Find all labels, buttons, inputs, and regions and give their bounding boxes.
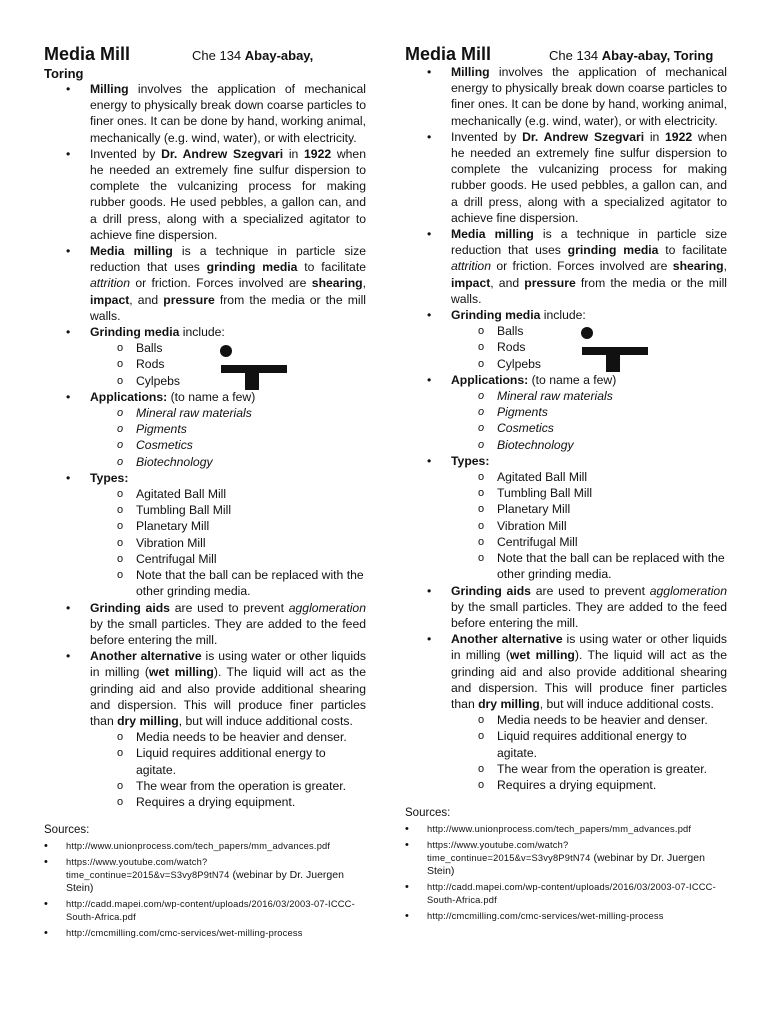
- rod-shape-icon: [221, 365, 287, 373]
- authors: Abay-abay,: [244, 48, 314, 63]
- sub-item: o Cosmetics: [90, 437, 366, 453]
- content-list: [44, 81, 366, 810]
- sub-item: o Media needs to be heavier and denser.: [451, 712, 727, 728]
- sub-item: o Cylpebs: [451, 356, 727, 372]
- source-link[interactable]: • http://cmcmilling.com/cmc-services/wet-milling-process: [405, 910, 727, 923]
- sub-item: o The wear from the operation is greater.: [451, 761, 727, 777]
- list-item: • Types: o Agitated Ball Mill o Tumbling Ball Mill o Planetary Mill o Vibration Mill o Centrifugal Mill o Note that the ball can be replaced with the other grinding media.: [44, 470, 366, 600]
- doc-title: Media Mill: [405, 44, 492, 64]
- course-code: Che 134: [192, 48, 242, 63]
- sub-item: o Media needs to be heavier and denser.: [90, 729, 366, 745]
- sub-item: o Note that the ball can be replaced with the other grinding media.: [90, 567, 366, 599]
- source-link[interactable]: • https://www.youtube.com/watch?time_continue=2015&v=S3vy8P9tN74 (webinar by Dr. Juergen Stein): [44, 856, 366, 895]
- doc-title: Media Mill: [44, 44, 131, 64]
- sub-item: o Pigments: [451, 404, 727, 420]
- list-item: • Invented by Dr. Andrew Szegvari in 1922 when he needed an extremely fine sulfur dispersion to complete the vulcanizing process for making rubber goods. He used pebbles, a gallon can, and a drill press, along with a specialized agitator to achieve fine dispersion.: [44, 146, 366, 243]
- sub-item: o Centrifugal Mill: [90, 551, 366, 567]
- sub-item: o Biotechnology: [90, 454, 366, 470]
- sub-item: o Liquid requires additional energy to agitate.: [90, 745, 366, 777]
- sub-item: o Planetary Mill: [451, 501, 727, 517]
- list-item: • Grinding aids are used to prevent agglomeration by the small particles. They are added to the feed before entering the mill.: [44, 600, 366, 649]
- sub-item: o Cosmetics: [451, 420, 727, 436]
- page-header: [44, 44, 366, 64]
- list-item: • Grinding aids are used to prevent agglomeration by the small particles. They are added to the feed before entering the mill.: [405, 583, 727, 632]
- content-list: [405, 64, 727, 793]
- sub-item: o Mineral raw materials: [90, 405, 366, 421]
- sub-item: o Centrifugal Mill: [451, 534, 727, 550]
- sub-item: o Rods: [90, 356, 366, 372]
- course-line: [192, 48, 313, 63]
- sub-item: o Agitated Ball Mill: [90, 486, 366, 502]
- sub-item: o Tumbling Ball Mill: [451, 485, 727, 501]
- sub-item: o Tumbling Ball Mill: [90, 502, 366, 518]
- list-item: • Grinding media include: o Balls o Rods o Cylpebs: [405, 307, 727, 372]
- list-item: • Types: o Agitated Ball Mill o Tumbling Ball Mill o Planetary Mill o Vibration Mill o Centrifugal Mill o Note that the ball can be replaced with the other grinding media.: [405, 453, 727, 583]
- left-page: [44, 44, 366, 943]
- sub-item: o Rods: [451, 339, 727, 355]
- source-link[interactable]: • https://www.youtube.com/watch?time_continue=2015&v=S3vy8P9tN74 (webinar by Dr. Juergen Stein): [405, 839, 727, 878]
- list-item: • Another alternative is using water or other liquids in milling (wet milling). The liquid will act as the grinding aid and also provide additional shearing and dispersion. This will produce finer particles than dry milling, but will induce additional costs. o Media needs to be heavier and denser. o Liquid requires additional energy to agitate. o The wear from the operation is greater. o Requires a drying equipment.: [44, 648, 366, 810]
- sources-title: Sources:: [44, 824, 90, 837]
- right-page: [405, 44, 727, 926]
- list-item: • Media milling is a technique in particle size reduction that uses grinding media to facilitate attrition or friction. Forces involved are shearing, impact, and pressure from the media or the mill walls.: [405, 226, 727, 307]
- sub-item: o Requires a drying equipment.: [90, 794, 366, 810]
- cylpeb-shape-icon: [606, 355, 620, 372]
- sub-item: o The wear from the operation is greater.: [90, 778, 366, 794]
- list-item: • Milling involves the application of mechanical energy to physically break down coarse particles to finer ones. It can be done by hand, working animal, mechanically (e.g. wind, water), or with electricity.: [405, 64, 727, 129]
- page-header: [405, 44, 727, 64]
- list-item: • Applications: (to name a few) o Mineral raw materials o Pigments o Cosmetics o Biotechnology: [44, 389, 366, 470]
- list-item: • Media milling is a technique in particle size reduction that uses grinding media to facilitate attrition or friction. Forces involved are shearing, impact, and pressure from the media or the mill walls.: [44, 243, 366, 324]
- authors: Abay-abay, Toring: [601, 48, 714, 63]
- course-line: [549, 48, 713, 63]
- source-link[interactable]: • http://www.unionprocess.com/tech_papers/mm_advances.pdf: [44, 840, 366, 853]
- course-code: Che 134: [549, 48, 599, 63]
- sub-item: o Vibration Mill: [90, 535, 366, 551]
- list-item: • Applications: (to name a few) o Mineral raw materials o Pigments o Cosmetics o Biotechnology: [405, 372, 727, 453]
- sources-section: [44, 824, 366, 940]
- rod-shape-icon: [582, 347, 648, 355]
- sub-item: o Planetary Mill: [90, 518, 366, 534]
- sub-item: o Cylpebs: [90, 373, 366, 389]
- sub-item: o Requires a drying equipment.: [451, 777, 727, 793]
- sub-item: o Liquid requires additional energy to agitate.: [451, 728, 727, 760]
- list-item: • Grinding media include: o Balls o Rods o Cylpebs: [44, 324, 366, 389]
- list-item: • Milling involves the application of mechanical energy to physically break down coarse particles to finer ones. It can be done by hand, working animal, mechanically (e.g. wind, water), or with electricity.: [44, 81, 366, 146]
- sub-item: o Pigments: [90, 421, 366, 437]
- authors-continued: Toring: [44, 66, 84, 81]
- source-link[interactable]: • http://cadd.mapei.com/wp-content/uploads/2016/03/2003-07-ICCC-South-Africa.pdf: [405, 881, 727, 907]
- source-link[interactable]: • http://cmcmilling.com/cmc-services/wet-milling-process: [44, 927, 366, 940]
- source-link[interactable]: • http://www.unionprocess.com/tech_papers/mm_advances.pdf: [405, 823, 727, 836]
- sub-item: o Mineral raw materials: [451, 388, 727, 404]
- sub-item: o Agitated Ball Mill: [451, 469, 727, 485]
- list-item: • Invented by Dr. Andrew Szegvari in 1922 when he needed an extremely fine sulfur dispersion to complete the vulcanizing process for making rubber goods. He used pebbles, a gallon can, and a drill press, along with a specialized agitator to achieve fine dispersion.: [405, 129, 727, 226]
- sources-title: Sources:: [405, 807, 451, 820]
- sub-item: o Biotechnology: [451, 437, 727, 453]
- list-item: • Another alternative is using water or other liquids in milling (wet milling). The liquid will act as the grinding aid and also provide additional shearing and dispersion. This will produce finer particles than dry milling, but will induce additional costs. o Media needs to be heavier and denser. o Liquid requires additional energy to agitate. o The wear from the operation is greater. o Requires a drying equipment.: [405, 631, 727, 793]
- sub-item: o Note that the ball can be replaced with the other grinding media.: [451, 550, 727, 582]
- sub-item: o Vibration Mill: [451, 518, 727, 534]
- sources-section: [405, 807, 727, 923]
- sub-item: o Balls: [451, 323, 727, 339]
- source-link[interactable]: • http://cadd.mapei.com/wp-content/uploads/2016/03/2003-07-ICCC-South-Africa.pdf: [44, 898, 366, 924]
- sub-item: o Balls: [90, 340, 366, 356]
- cylpeb-shape-icon: [245, 373, 259, 390]
